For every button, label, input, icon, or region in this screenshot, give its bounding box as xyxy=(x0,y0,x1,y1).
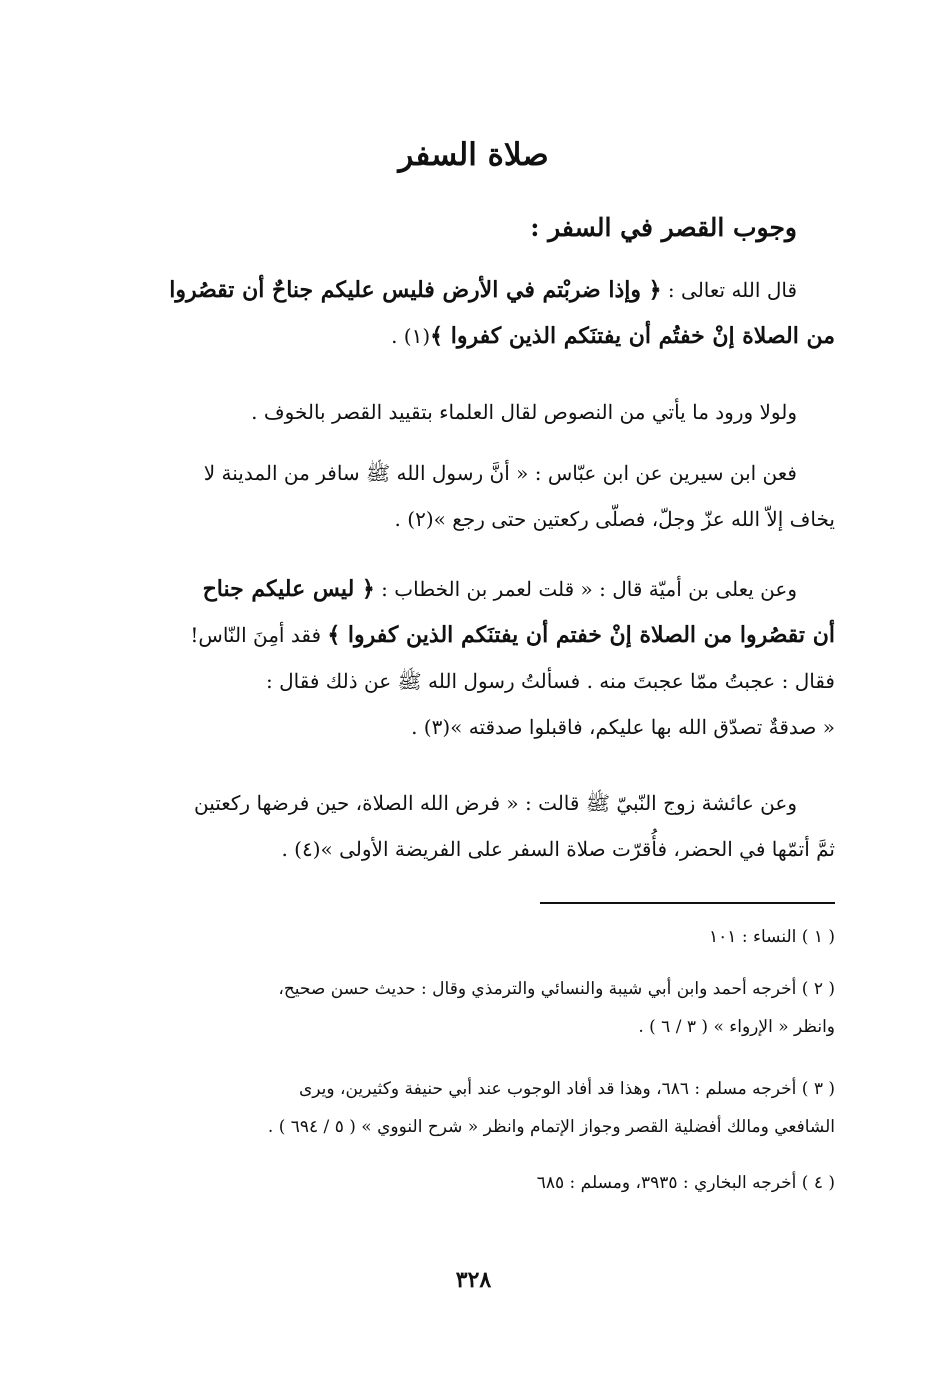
paragraph-verse xyxy=(90,267,835,359)
footnote-line: الشافعي ومالك أفضلية القصر وجواز الإتمام وانظر « شرح النووي » ( ٥ / ٦٩٤ ) . xyxy=(267,1117,835,1137)
paragraph-line xyxy=(90,313,835,359)
paragraph-fear-condition xyxy=(90,389,797,435)
paragraph-line: فقال : عجبتُ ممّا عجبتَ منه . فسألتُ رسول الله ﷺ عن ذلك فقال : xyxy=(266,669,835,693)
footnote-4 xyxy=(90,1164,835,1202)
footnote-ref: (١) . xyxy=(391,324,431,348)
footnote-line: ( ٢ ) أخرجه أحمد وابن أبي شيبة والنسائي والترمذي وقال : حديث حسن صحيح، xyxy=(278,979,835,999)
paragraph-line: وعن عائشة زوج النّبيّ ﷺ قالت : « فرض الله الصلاة، حين فرضها ركعتين xyxy=(193,791,797,815)
footnote-divider xyxy=(540,902,835,904)
paragraph-line: يخاف إلاّ الله عزّ وجلّ، فصلّى ركعتين حتى رجع »(٢) . xyxy=(394,507,835,531)
paragraph-line xyxy=(90,267,797,313)
paragraph-aisha xyxy=(90,780,835,872)
quran-verse-text: ﴿ ليس عليكم جناح xyxy=(202,576,375,602)
footnote-line: ( ٤ ) أخرجه البخاري : ٣٩٣٥، ومسلم : ٦٨٥ xyxy=(536,1173,835,1193)
paragraph-line: « صدقةٌ تصدّق الله بها عليكم، فاقبلوا صدقته »(٣) . xyxy=(411,715,835,739)
page-number: ٣٢٨ xyxy=(455,1267,492,1293)
paragraph-yala xyxy=(90,566,835,750)
quran-verse-text: أن تقصُروا من الصلاة إنْ خفتم أن يفتنَكم الذين كفروا ﴾ xyxy=(327,622,835,648)
footnote-1 xyxy=(90,918,835,956)
footnote-line: ( ٣ ) أخرجه مسلم : ٦٨٦، وهذا قد أفاد الوجوب عند أبي حنيفة وكثيرين، ويرى xyxy=(298,1079,835,1099)
paragraph-line xyxy=(90,566,797,612)
section-heading: وجوب القصر في السفر : xyxy=(530,213,797,242)
paragraph-ibn-abbas xyxy=(90,450,835,542)
line-text: وعن يعلى بن أميّة قال : « قلت لعمر بن الخطاب : xyxy=(374,577,797,601)
footnote-line: وانظر « الإرواء » ( ٣ / ٦ ) . xyxy=(638,1017,835,1037)
footnote-line: ( ١ ) النساء : ١٠١ xyxy=(709,927,835,947)
paragraph-line xyxy=(90,612,835,658)
quran-verse-text: ﴿ وإذا ضربْتم في الأرض فليس عليكم جناحٌ أن تقصُروا xyxy=(169,277,662,303)
paragraph-line: ولولا ورود ما يأتي من النصوص لقال العلماء بتقييد القصر بالخوف . xyxy=(251,400,797,424)
paragraph-line: فعن ابن سيرين عن ابن عبّاس : « أنَّ رسول الله ﷺ سافر من المدينة لا xyxy=(203,461,797,485)
paragraph-line: ثمَّ أتمّها في الحضر، فأُقرّت صلاة السفر على الفريضة الأولى »(٤) . xyxy=(281,837,835,861)
footnote-2 xyxy=(90,970,835,1046)
line-text: قال الله تعالى : xyxy=(661,278,797,302)
line-text: فقد أمِنَ النّاس! xyxy=(190,623,328,647)
quran-verse-text: من الصلاة إنْ خفتُم أن يفتنَكم الذين كفروا ﴾ xyxy=(430,323,835,349)
footnote-3 xyxy=(90,1070,835,1146)
page-title: صلاة السفر xyxy=(398,137,549,173)
